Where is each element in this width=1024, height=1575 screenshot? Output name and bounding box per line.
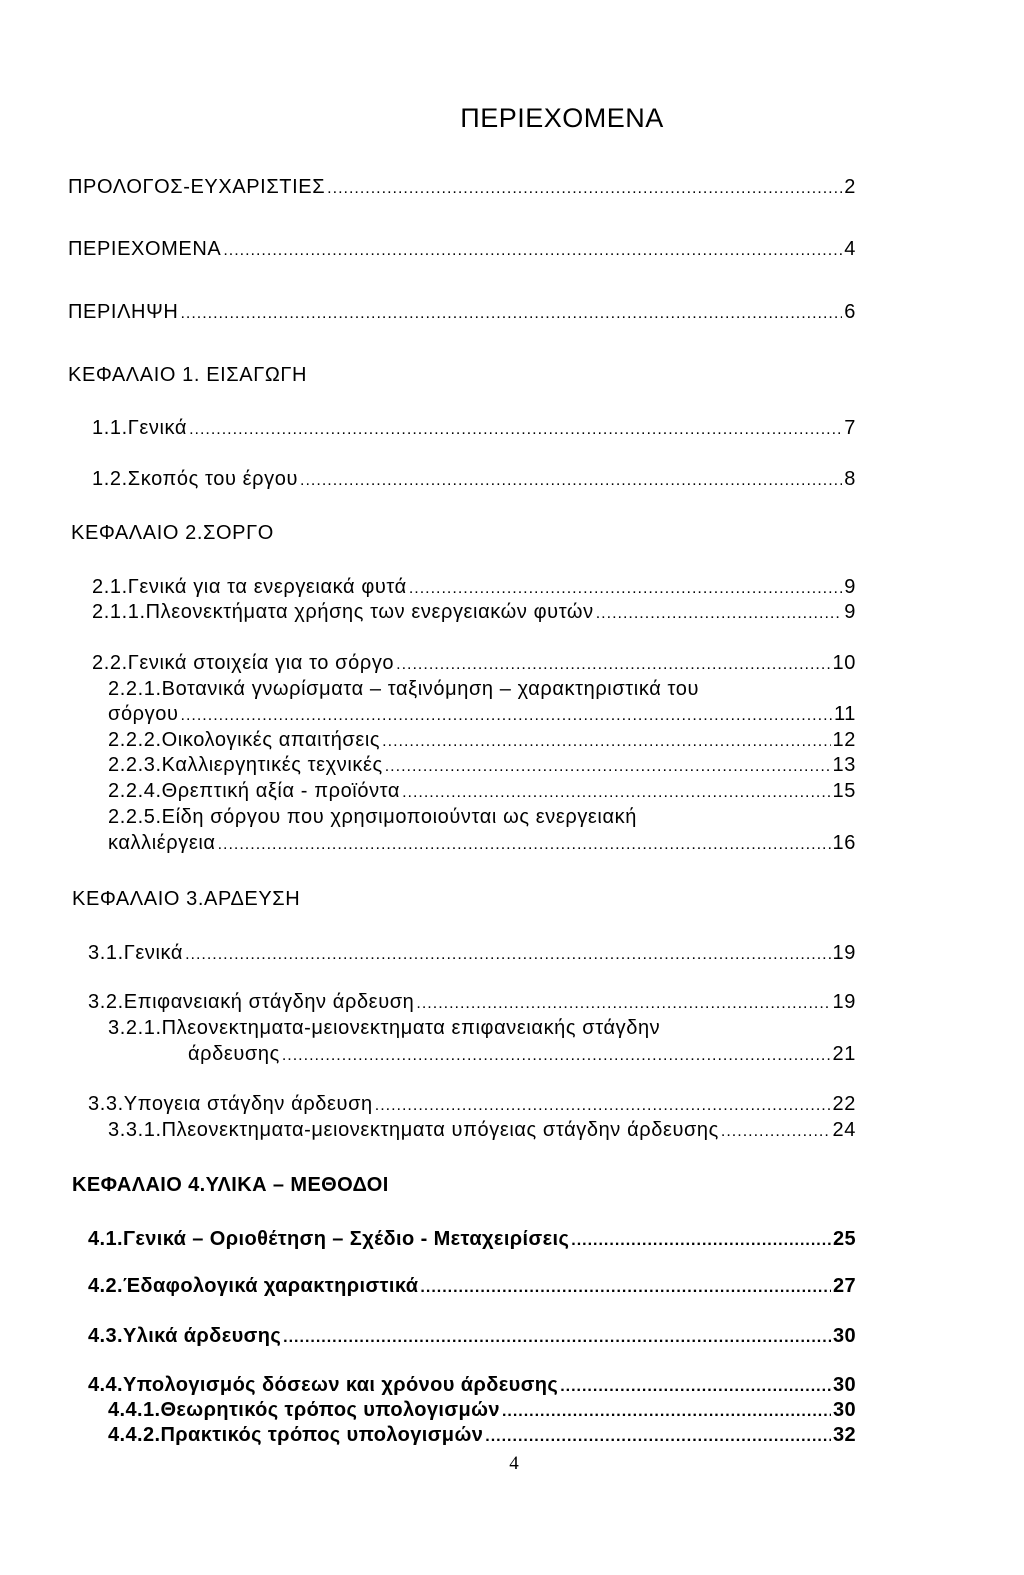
dot-leader [218,832,831,858]
toc-entry-page: 8 [844,468,856,490]
toc-entry [108,727,856,755]
toc-entry-text: 2.2.3.Καλλιεργητικές τεχνικές [108,754,383,776]
toc-entry [108,1397,856,1425]
toc-entry-page: 21 [832,1043,856,1065]
toc-entry-page: 4 [844,238,856,260]
toc-entry-text: 3.2.Επιφανειακή στάγδην άρδευση [88,991,415,1013]
toc-entry-text: 3.1.Γενικά [88,942,184,964]
toc-entry-text: 3.3.1.Πλεονεκτηματα-μειονεκτηματα υπόγειας στάγδην άρδευσης [108,1119,719,1141]
toc-entry-text: 4.4.1.Θεωρητικός τρόπος υπολογισμών [108,1399,500,1421]
dot-leader [327,176,842,202]
toc-entry-page: 30 [832,1374,856,1396]
toc-entry-text: 1.1.Γενικά [92,417,188,439]
toc-entry-page: 19 [832,942,856,964]
toc-entry-summary [68,299,856,327]
dot-leader [180,301,842,327]
page-title: ΠΕΡΙΕΧΟΜΕΝΑ [460,103,664,133]
toc-entry [92,650,856,678]
toc-entry-text: 2.2.Γενικά στοιχεία για το σόργο [92,652,395,674]
toc-entry-page: 13 [832,754,856,776]
toc-entry-page: 30 [832,1399,856,1421]
toc-entry-page: 24 [832,1119,856,1141]
dot-leader [596,601,843,627]
toc-entry-page: 12 [832,729,856,751]
toc-entry-text: 3.2.1.Πλεονεκτηματα-μειονεκτηματα επιφανειακής στάγδην [108,1017,661,1039]
toc-entry-page: 10 [832,652,856,674]
toc-entry-page: 11 [834,703,856,725]
dot-leader [402,780,830,806]
toc-entry [88,1226,856,1254]
toc-entry [88,1273,856,1301]
toc-entry-page: 19 [832,991,856,1013]
toc-entry [88,1091,856,1119]
toc-entry-page: 25 [832,1228,856,1250]
toc-entry [108,701,856,729]
toc-entry-text: 1.2.Σκοπός του έργου [92,468,299,490]
dot-leader [416,991,830,1017]
dot-leader [185,942,830,968]
dot-leader [571,1228,831,1254]
dot-leader [375,1093,831,1119]
dot-leader [223,238,842,264]
toc-entry [88,1372,856,1400]
dot-leader [189,417,842,443]
toc-entry [108,778,856,806]
toc-entry-page: 2 [844,176,856,198]
toc-chapter-heading: ΚΕΦΑΛΑΙΟ 1. ΕΙΣΑΓΩΓΗ [68,364,308,386]
dot-leader [385,754,831,780]
toc-entry-text: ΠΡΟΛΟΓΟΣ-ΕΥΧΑΡΙΣΤΙΕΣ [68,176,326,198]
toc-entry-text: 4.4.2.Πρακτικός τρόπος υπολογισμών [108,1424,484,1446]
toc-entry [108,1117,856,1145]
toc-entry-page: 9 [844,576,856,598]
toc-chapter-heading: ΚΕΦΑΛΑΙΟ 3.ΑΡΔΕΥΣΗ [72,888,301,910]
toc-entry [92,466,856,494]
toc-entry-text: 2.2.1.Βοτανικά γνωρίσματα – ταξινόμηση – χαρακτηριστικά του [108,678,699,700]
toc-entry-page: 9 [844,601,856,623]
toc-entry-text: 2.1.Γενικά για τα ενεργειακά φυτά [92,576,407,598]
dot-leader [282,1043,831,1069]
page-number: 4 [509,1453,519,1474]
toc-chapter-heading: ΚΕΦΑΛΑΙΟ 4.ΥΛΙΚΑ – ΜΕΘΟΔΟΙ [72,1174,389,1196]
toc-entry-text: 4.1.Γενικά – Οριοθέτηση – Σχέδιο - Μεταχειρίσεις [88,1228,570,1250]
toc-entry [88,1323,856,1351]
toc-entry-text: 3.3.Υπογεια στάγδην άρδευση [88,1093,373,1115]
toc-entry-page: 15 [832,780,856,802]
toc-entry-page: 7 [844,417,856,439]
toc-entry-page: 27 [832,1275,856,1297]
toc-entry-text: 2.1.1.Πλεονεκτήματα χρήσης των ενεργειακών φυτών [92,601,594,623]
toc-entry [92,415,856,443]
toc-entry-text: 2.2.4.Θρεπτική αξία - προϊόντα [108,780,401,802]
dot-leader [181,703,833,729]
dot-leader [396,652,830,678]
toc-entry [88,989,856,1017]
toc-entry-page: 16 [832,832,856,854]
toc-entry-text: 2.2.2.Οικολογικές απαιτήσεις [108,729,381,751]
toc-entry-continuation: καλλιέργεια [108,832,216,854]
dot-leader [283,1325,831,1351]
toc-entry-continuation: άρδευσης [188,1043,280,1065]
toc-entry-text: ΠΕΡΙΛΗΨΗ [68,301,179,323]
dot-leader [721,1119,831,1145]
toc-entry-page: 6 [844,301,856,323]
toc-entry [88,940,856,968]
toc-entry-text: ΠΕΡΙΕΧΟΜΕΝΑ [68,238,222,260]
toc-entry-text: 4.3.Υλικά άρδευσης [88,1325,282,1347]
toc-entry [108,752,856,780]
toc-chapter-heading: ΚΕΦΑΛΑΙΟ 2.ΣΟΡΓΟ [71,522,274,544]
toc-entry-text: 2.2.5.Είδη σόργου που χρησιμοποιούνται ως ενεργειακή [108,806,637,828]
toc-entry-page: 32 [832,1424,856,1446]
toc-entry-contents [68,236,856,264]
toc-entry [108,1422,856,1450]
dot-leader [485,1424,831,1450]
toc-entry-prologue [68,174,856,202]
dot-leader [300,468,842,494]
toc-entry-page: 30 [832,1325,856,1347]
toc-entry [92,574,856,602]
toc-entry-continuation: σόργου [108,703,179,725]
toc-entry [188,1041,856,1069]
toc-entry-page: 22 [832,1093,856,1115]
toc-entry-text: 4.4.Υπολογισμός δόσεων και χρόνου άρδευσης [88,1374,559,1396]
dot-leader [420,1275,831,1301]
toc-entry-text: 4.2.Έδαφολογικά χαρακτηριστικά [88,1275,419,1297]
toc-entry [108,830,856,858]
toc-entry [92,599,856,627]
